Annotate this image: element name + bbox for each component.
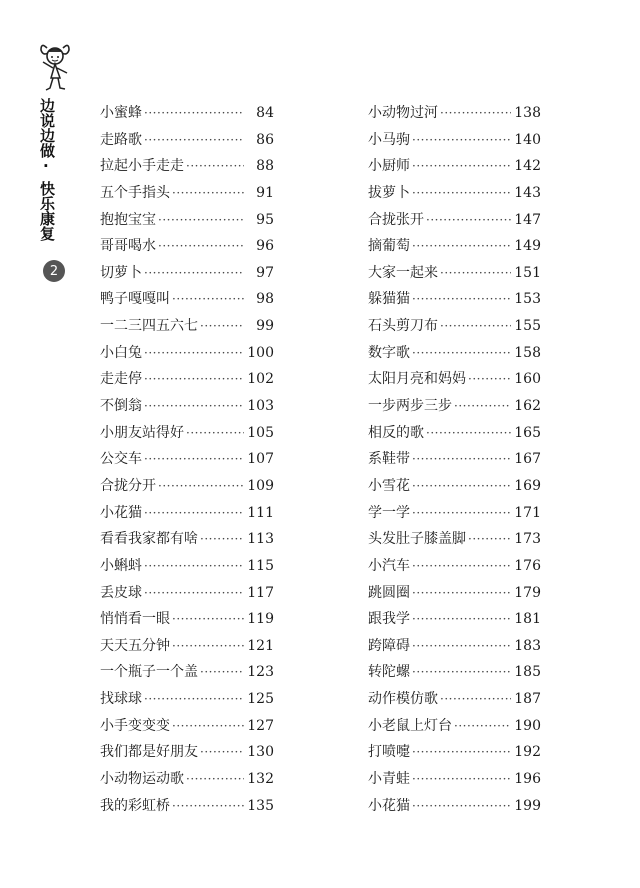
toc-entry-title: 丢皮球 [100, 584, 142, 601]
toc-entry[interactable] [100, 555, 274, 582]
toc-leader-dots [144, 342, 244, 364]
toc-leader-dots [144, 582, 244, 604]
toc-entry-page: 149 [514, 238, 541, 255]
toc-leader-dots [440, 262, 511, 284]
toc-entry[interactable] [368, 741, 541, 768]
toc-entry-title: 小老鼠上灯台 [368, 717, 452, 734]
toc-leader-dots [412, 582, 511, 604]
toc-entry-page: 167 [514, 451, 541, 468]
toc-leader-dots [186, 768, 244, 790]
toc-leader-dots [412, 155, 511, 177]
toc-entry[interactable] [368, 795, 541, 822]
toc-leader-dots [412, 608, 511, 630]
toc-entry-title: 一个瓶子一个盖 [100, 664, 198, 681]
toc-entry-title: 切萝卜 [100, 264, 142, 281]
toc-entry-page: 117 [247, 584, 274, 601]
toc-entry-page: 88 [256, 158, 274, 175]
toc-entry-page: 176 [514, 557, 541, 574]
toc-entry[interactable] [100, 342, 274, 369]
toc-entry[interactable] [368, 395, 541, 422]
toc-entry-title: 一步两步三步 [368, 398, 452, 415]
toc-leader-dots [426, 422, 511, 444]
toc-entry[interactable] [368, 768, 541, 795]
toc-entry-page: 143 [514, 184, 541, 201]
toc-entry[interactable] [100, 795, 274, 822]
toc-entry-title: 躲猫猫 [368, 291, 410, 308]
toc-entry[interactable] [368, 502, 541, 529]
toc-entry-page: 111 [247, 504, 274, 521]
toc-entry-page: 99 [256, 318, 274, 335]
toc-leader-dots [412, 768, 511, 790]
toc-entry[interactable] [100, 582, 274, 609]
toc-entry[interactable] [100, 182, 274, 209]
toc-entry-title: 小朋友站得好 [100, 424, 184, 441]
toc-entry[interactable] [368, 715, 541, 742]
toc-leader-dots [412, 661, 511, 683]
toc-entry[interactable] [368, 288, 541, 315]
toc-entry[interactable] [368, 635, 541, 662]
toc-entry[interactable] [100, 502, 274, 529]
toc-leader-dots [412, 342, 511, 364]
toc-entry-page: 127 [247, 717, 274, 734]
toc-entry-page: 103 [247, 398, 274, 415]
series-title-part1: 边说边做 [38, 98, 56, 158]
toc-entry-page: 121 [247, 637, 274, 654]
toc-entry-title: 拔萝卜 [368, 184, 410, 201]
toc-leader-dots [468, 528, 511, 550]
toc-entry-title: 转陀螺 [368, 664, 410, 681]
toc-entry-title: 摘葡萄 [368, 238, 410, 255]
toc-entry[interactable] [368, 422, 541, 449]
toc-leader-dots [144, 262, 244, 284]
toc-entry-page: 165 [514, 424, 541, 441]
toc-leader-dots [412, 448, 511, 470]
toc-entry-title: 公交车 [100, 451, 142, 468]
toc-leader-dots [172, 288, 244, 310]
toc-entry-page: 86 [256, 131, 274, 148]
toc-leader-dots [144, 688, 244, 710]
toc-entry-page: 107 [247, 451, 274, 468]
toc-entry[interactable] [100, 129, 274, 156]
toc-leader-dots [412, 288, 511, 310]
toc-leader-dots [158, 209, 244, 231]
toc-entry[interactable] [368, 582, 541, 609]
toc-left-column [100, 102, 274, 821]
toc-entry[interactable] [368, 528, 541, 555]
toc-entry-title: 拉起小手走走 [100, 158, 184, 175]
series-title-separator: · [43, 157, 49, 175]
toc-leader-dots [200, 528, 244, 550]
toc-entry-title: 我的彩虹桥 [100, 797, 170, 814]
toc-entry[interactable] [100, 635, 274, 662]
toc-entry[interactable] [368, 182, 541, 209]
toc-entry[interactable] [368, 608, 541, 635]
toc-entry-page: 97 [256, 264, 274, 281]
toc-entry[interactable] [368, 448, 541, 475]
toc-entry[interactable] [100, 209, 274, 236]
toc-entry[interactable] [100, 422, 274, 449]
toc-entry-page: 155 [514, 318, 541, 335]
toc-entry[interactable] [368, 368, 541, 395]
toc-entry[interactable] [368, 155, 541, 182]
toc-entry[interactable] [100, 288, 274, 315]
toc-entry-title: 头发肚子膝盖脚 [368, 531, 466, 548]
toc-entry-title: 小蜜蜂 [100, 105, 142, 121]
toc-entry-title: 找球球 [100, 691, 142, 708]
toc-entry[interactable] [368, 661, 541, 688]
toc-entry[interactable] [100, 315, 274, 342]
toc-entry-page: 132 [247, 771, 274, 788]
toc-entry[interactable] [368, 555, 541, 582]
toc-entry-title: 太阳月亮和妈妈 [368, 371, 466, 388]
toc-entry-page: 169 [514, 477, 541, 494]
toc-entry-page: 183 [514, 637, 541, 654]
toc-entry-page: 179 [514, 584, 541, 601]
toc-leader-dots [454, 715, 511, 737]
toc-leader-dots [172, 608, 244, 630]
toc-leader-dots [412, 129, 511, 151]
toc-entry-page: 153 [514, 291, 541, 308]
toc-entry-page: 142 [514, 158, 541, 175]
toc-entry-page: 113 [247, 531, 274, 548]
toc-entry-page: 173 [514, 531, 541, 548]
toc-entry-title: 跳圆圈 [368, 584, 410, 601]
toc-entry-title: 我们都是好朋友 [100, 744, 198, 761]
toc-leader-dots [412, 182, 511, 204]
toc-entry[interactable] [100, 741, 274, 768]
toc-entry-page: 160 [514, 371, 541, 388]
toc-entry-title: 抱抱宝宝 [100, 211, 156, 228]
toc-entry-title: 小动物过河 [368, 105, 438, 121]
toc-entry-page: 115 [247, 557, 274, 574]
toc-leader-dots [440, 688, 511, 710]
toc-entry-title: 小手变变变 [100, 717, 170, 734]
toc-entry-title: 一二三四五六七 [100, 318, 198, 335]
toc-entry-page: 105 [247, 424, 274, 441]
toc-entry-title: 小花猫 [100, 504, 142, 521]
toc-entry-page: 123 [247, 664, 274, 681]
toc-entry-title: 小青蛙 [368, 771, 410, 788]
toc-leader-dots [144, 129, 244, 151]
toc-entry[interactable] [368, 342, 541, 369]
toc-entry-page: 190 [514, 717, 541, 734]
toc-entry-title: 小雪花 [368, 477, 410, 494]
toc-entry-page: 109 [247, 477, 274, 494]
toc-leader-dots [468, 368, 511, 390]
toc-leader-dots [172, 795, 244, 817]
toc-entry-title: 鸭子嘎嘎叫 [100, 291, 170, 308]
toc-entry-page: 158 [514, 344, 541, 361]
toc-entry[interactable] [100, 262, 274, 289]
toc-leader-dots [172, 182, 244, 204]
toc-entry-title: 走路歌 [100, 131, 142, 148]
toc-entry[interactable] [100, 528, 274, 555]
toc-leader-dots [200, 661, 244, 683]
toc-entry-title: 学一学 [368, 504, 410, 521]
toc-leader-dots [158, 475, 244, 497]
toc-entry[interactable] [368, 209, 541, 236]
toc-entry-title: 动作模仿歌 [368, 691, 438, 708]
toc-leader-dots [144, 102, 244, 124]
toc-entry[interactable] [100, 155, 274, 182]
toc-entry-page: 98 [256, 291, 274, 308]
toc-leader-dots [412, 741, 511, 763]
toc-entry[interactable] [100, 715, 274, 742]
toc-entry[interactable] [368, 262, 541, 289]
toc-entry-page: 192 [514, 744, 541, 761]
toc-entry[interactable] [100, 768, 274, 795]
toc-entry[interactable] [100, 448, 274, 475]
toc-entry-page: 125 [247, 691, 274, 708]
toc-entry-page: 151 [514, 264, 541, 281]
toc-right-column [368, 102, 541, 821]
toc-leader-dots [144, 502, 244, 524]
girl-mascot-icon [38, 40, 72, 98]
toc-entry[interactable] [100, 608, 274, 635]
toc-leader-dots [412, 235, 511, 257]
toc-entry-page: 196 [514, 771, 541, 788]
toc-leader-dots [412, 475, 511, 497]
toc-leader-dots [440, 102, 511, 124]
toc-entry[interactable] [100, 661, 274, 688]
toc-entry-title: 五个手指头 [100, 184, 170, 201]
toc-entry-title: 小马驹 [368, 131, 410, 148]
toc-entry-title: 打喷嚏 [368, 744, 410, 761]
series-title-part2: 快乐康复 [38, 181, 56, 241]
toc-entry-page: 91 [256, 184, 274, 201]
toc-entry-title: 合拢分开 [100, 477, 156, 494]
toc-entry[interactable] [100, 475, 274, 502]
toc-leader-dots [144, 448, 244, 470]
toc-entry-title: 小厨师 [368, 158, 410, 175]
toc-entry-page: 84 [256, 105, 274, 121]
toc-entry[interactable] [368, 235, 541, 262]
toc-leader-dots [186, 155, 244, 177]
toc-leader-dots [144, 368, 244, 390]
toc-entry[interactable] [368, 315, 541, 342]
toc-entry-title: 石头剪刀布 [368, 318, 438, 335]
toc-entry-page: 96 [256, 238, 274, 255]
book-series-title [38, 98, 55, 241]
toc-leader-dots [412, 555, 511, 577]
toc-entry-page: 199 [514, 797, 541, 814]
toc-leader-dots [454, 395, 511, 417]
toc-entry[interactable] [368, 102, 541, 129]
toc-entry-title: 哥哥喝水 [100, 238, 156, 255]
toc-entry-page: 130 [247, 744, 274, 761]
toc-entry-page: 185 [514, 664, 541, 681]
toc-entry-title: 大家一起来 [368, 264, 438, 281]
toc-leader-dots [200, 741, 244, 763]
toc-leader-dots [412, 502, 511, 524]
toc-leader-dots [412, 795, 511, 817]
toc-entry[interactable] [100, 395, 274, 422]
toc-entry-title: 小蝌蚪 [100, 557, 142, 574]
toc-entry-title: 小白兔 [100, 344, 142, 361]
toc-entry[interactable] [368, 475, 541, 502]
toc-leader-dots [144, 555, 244, 577]
toc-entry-title: 小汽车 [368, 557, 410, 574]
toc-entry-page: 95 [256, 211, 274, 228]
toc-leader-dots [440, 315, 511, 337]
toc-entry-title: 走走停 [100, 371, 142, 388]
toc-entry[interactable] [100, 102, 274, 129]
toc-entry-title: 看看我家都有啥 [100, 531, 198, 548]
toc-entry-page: 140 [514, 131, 541, 148]
toc-entry-page: 102 [247, 371, 274, 388]
volume-badge: 2 [43, 260, 65, 282]
toc-entry[interactable] [100, 688, 274, 715]
toc-leader-dots [426, 209, 511, 231]
toc-entry-title: 小动物运动歌 [100, 771, 184, 788]
toc-leader-dots [144, 395, 244, 417]
toc-leader-dots [172, 715, 244, 737]
toc-entry-title: 系鞋带 [368, 451, 410, 468]
toc-entry-title: 跟我学 [368, 611, 410, 628]
toc-entry-title: 合拢张开 [368, 211, 424, 228]
toc-entry-title: 跨障碍 [368, 637, 410, 654]
toc-entry-title: 不倒翁 [100, 398, 142, 415]
toc-entry-page: 171 [514, 504, 541, 521]
toc-entry[interactable] [368, 129, 541, 156]
toc-entry-page: 147 [514, 211, 541, 228]
toc-entry-page: 135 [247, 797, 274, 814]
toc-entry-page: 100 [247, 344, 274, 361]
toc-entry-page: 119 [247, 611, 274, 628]
toc-entry-title: 悄悄看一眼 [100, 611, 170, 628]
toc-entry-page: 181 [514, 611, 541, 628]
toc-entry-page: 162 [514, 398, 541, 415]
toc-entry[interactable] [100, 235, 274, 262]
toc-entry[interactable] [100, 368, 274, 395]
toc-entry-title: 数字歌 [368, 344, 410, 361]
toc-entry-page: 187 [514, 691, 541, 708]
toc-leader-dots [186, 422, 244, 444]
toc-entry-title: 天天五分钟 [100, 637, 170, 654]
toc-leader-dots [412, 635, 511, 657]
toc-entry[interactable] [368, 688, 541, 715]
toc-entry-title: 小花猫 [368, 797, 410, 814]
toc-leader-dots [172, 635, 244, 657]
toc-entry-page: 138 [514, 105, 541, 121]
toc-entry-title: 相反的歌 [368, 424, 424, 441]
toc-leader-dots [158, 235, 244, 257]
toc-leader-dots [200, 315, 244, 337]
